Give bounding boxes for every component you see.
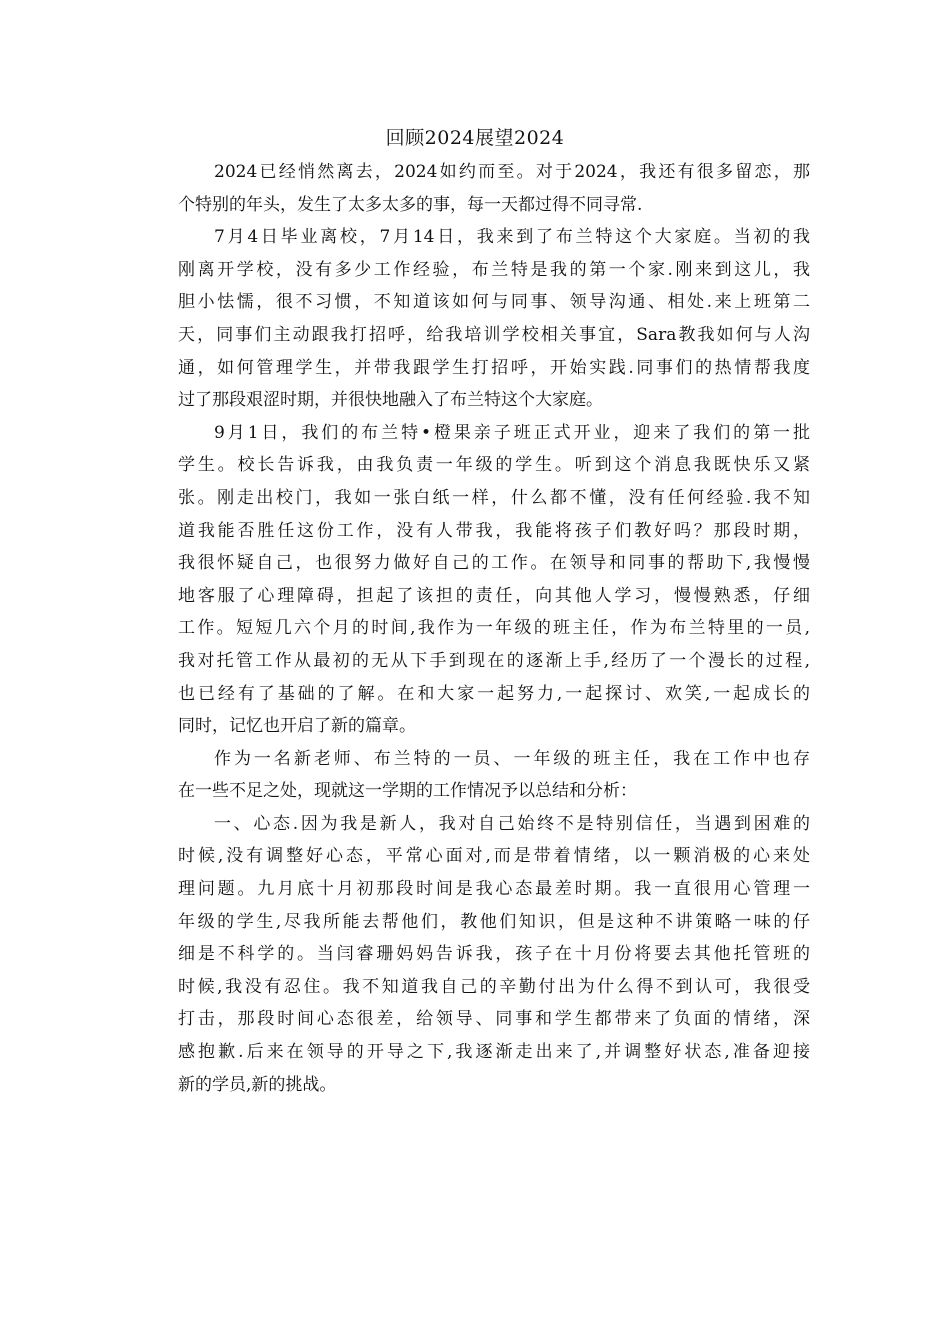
text-line: 作为一名新老师、布兰特的一员、一年级的班主任，我在工作中也存 [214,748,810,769]
document-body [178,156,810,1101]
text-line: 9月1日，我们的布兰特•橙果亲子班正式开业，迎来了我们的第一批 [214,422,810,443]
text-line: 天，同事们主动跟我打招呼，给我培训学校相关事宜，Sara教我如何与人沟 [178,324,810,345]
document-title: 回顾2024展望2024 [385,127,565,149]
text-line: 道我能否胜任这份工作，没有人带我，我能将孩子们教好吗？那段时期， [178,520,810,541]
text-line: 一、心态.因为我是新人，我对自己始终不是特别信任，当遇到困难的 [214,813,810,834]
text-line: 个特别的年头，发生了太多太多的事，每一天都过得不同寻常. [178,194,643,215]
text-line: 年级的学生,尽我所能去帮他们，教他们知识，但是这种不讲策略一味的仔 [178,911,810,932]
text-line: 刚离开学校，没有多少工作经验，布兰特是我的第一个家.刚来到这儿，我 [178,259,810,280]
text-line: 同时，记忆也开启了新的篇章。 [178,716,416,737]
text-line: 打击，那段时间心态很差，给领导、同事和学生都带来了负面的情绪，深 [178,1009,810,1030]
text-line: 7月4日毕业离校，7月14日，我来到了布兰特这个大家庭。当初的我 [214,227,810,248]
text-line: 我对托管工作从最初的无从下手到现在的逐渐上手,经历了一个漫长的过程, [178,650,810,671]
text-line: 在一些不足之处，现就这一学期的工作情况予以总结和分析： [178,781,637,802]
text-line: 理问题。九月底十月初那段时间是我心态最差时期。我一直很用心管理一 [178,879,810,900]
text-line: 新的学员,新的挑战。 [178,1074,337,1095]
text-line: 学生。校长告诉我，由我负责一年级的学生。听到这个消息我既快乐又紧 [178,455,810,476]
text-line: 细是不科学的。当闫睿珊妈妈告诉我，孩子在十月份将要去其他托管班的 [178,944,810,965]
text-line: 地客服了心理障碍，担起了该担的责任，向其他人学习，慢慢熟悉，仔细 [178,585,810,606]
text-line: 感抱歉.后来在领导的开导之下,我逐渐走出来了,并调整好状态,准备迎接 [178,1042,810,1063]
text-line: 时候,我没有忍住。我不知道我自己的辛勤付出为什么得不到认可，我很受 [178,976,810,997]
text-line: 也已经有了基础的了解。在和大家一起努力,一起探讨、欢笑,一起成长的 [178,683,810,704]
text-line: 我很怀疑自己，也很努力做好自己的工作。在领导和同事的帮助下,我慢慢 [178,553,810,574]
text-line: 工作。短短几六个月的时间,我作为一年级的班主任，作为布兰特里的一员, [178,618,810,639]
text-line: 通，如何管理学生，并带我跟学生打招呼，开始实践.同事们的热情帮我度 [178,357,810,378]
text-line: 胆小怯懦，很不习惯，不知道该如何与同事、领导沟通、相处.来上班第二 [178,292,810,313]
text-line: 张。刚走出校门，我如一张白纸一样，什么都不懂，没有任何经验.我不知 [178,487,810,508]
text-line: 2024已经悄然离去，2024如约而至。对于2024，我还有很多留恋，那 [214,162,810,182]
text-line: 过了那段艰涩时期，并很快地融入了布兰特这个大家庭。 [178,390,603,411]
text-line: 时候,没有调整好心态，平常心面对,而是带着情绪，以一颗消极的心来处 [178,846,810,867]
